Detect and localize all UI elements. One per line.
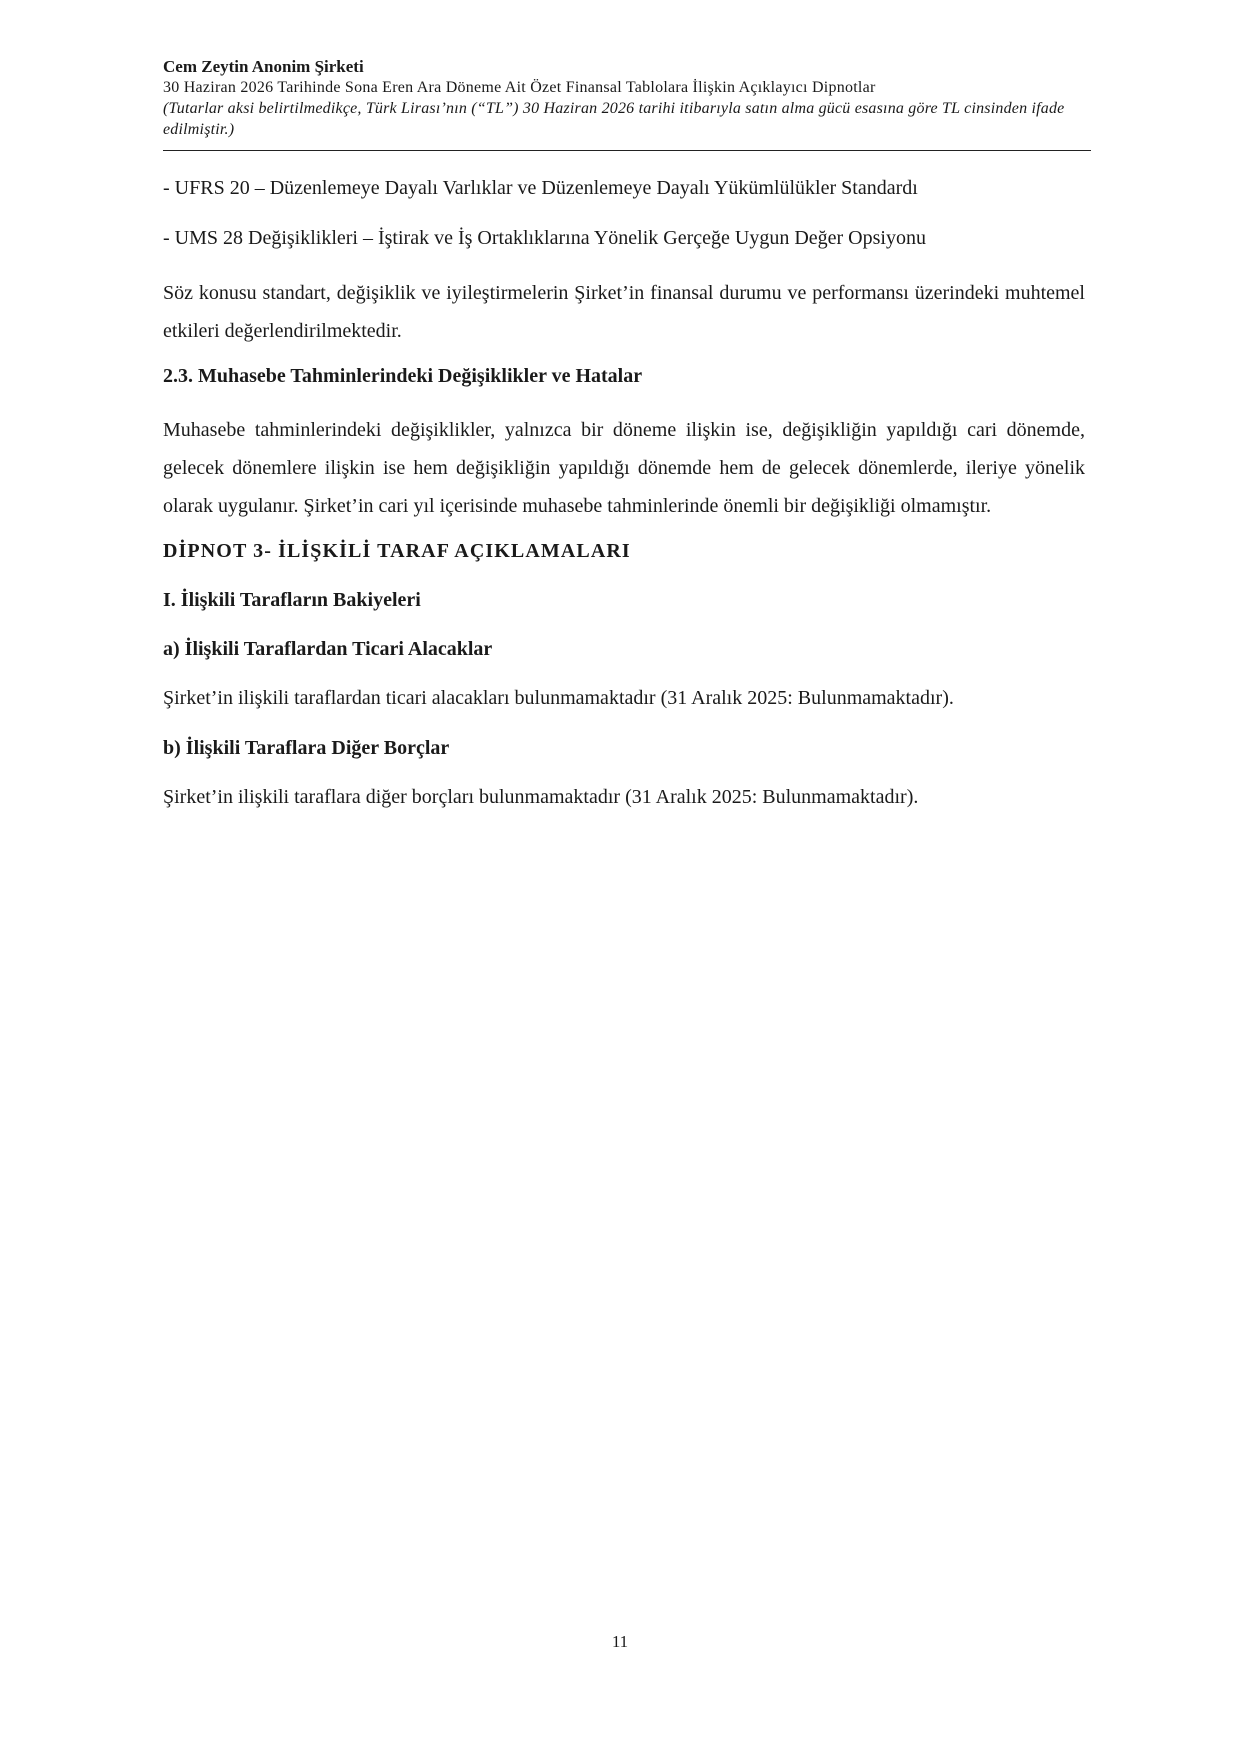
footnote-3-heading: DİPNOT 3- İLİŞKİLİ TARAF AÇIKLAMALARI <box>163 540 631 562</box>
page-body <box>163 174 1085 833</box>
currency-note: (Tutarlar aksi belirtilmedikçe, Türk Lirası’nın (“TL”) 30 Haziran 2026 tarihi itibarıyla satın alma gücü esasına göre TL cinsinden ifade edilmiştir.) <box>163 100 1065 138</box>
trade-receivables-text: Şirket’in ilişkili taraflardan ticari alacakları bulunmamaktadır (31 Aralık 2025: Bulunmamaktadır). <box>163 687 954 709</box>
standard-item-ums-28: - UMS 28 Değişiklikleri – İştirak ve İş Ortaklıklarına Yönelik Gerçeğe Uygun Değer Opsiyonu <box>163 227 926 249</box>
standard-item-ufrs-20: - UFRS 20 – Düzenlemeye Dayalı Varlıklar ve Düzenlemeye Dayalı Yükümlülükler Standardı <box>163 177 918 199</box>
standards-impact-paragraph: Söz konusu standart, değişiklik ve iyileştirmelerin Şirket’in finansal durumu ve performansı üzerindeki muhtemel etkileri değerlendirilmektedir. <box>163 282 1085 342</box>
other-payables-text: Şirket’in ilişkili taraflara diğer borçları bulunmamaktadır (31 Aralık 2025: Bulunmamaktadır). <box>163 786 919 808</box>
header-divider <box>163 150 1091 151</box>
other-payables-heading: b) İlişkili Taraflara Diğer Borçlar <box>163 737 450 759</box>
related-party-balances-heading: I. İlişkili Tarafların Bakiyeleri <box>163 589 421 611</box>
company-name: Cem Zeytin Anonim Şirketi <box>163 57 364 76</box>
trade-receivables-heading: a) İlişkili Taraflardan Ticari Alacaklar <box>163 638 493 660</box>
page-header <box>163 56 1091 140</box>
accounting-estimates-paragraph: Muhasebe tahminlerindeki değişiklikler, yalnızca bir döneme ilişkin ise, değişikliğin yapıldığı cari dönemde, gelecek dönemlere ilişkin ise hem değişikliğin yapıldığı dönemde hem de gelecek dönemlerde, ileriye yönelik olarak uygulanır. Şirket’in cari yıl içerisinde muhasebe tahminlerinde önemli bir değişikliği olmamıştır. <box>163 419 1085 517</box>
section-heading-2-3: 2.3. Muhasebe Tahminlerindeki Değişiklikler ve Hatalar <box>163 365 643 387</box>
page-number: 11 <box>611 1632 629 1651</box>
report-subtitle: 30 Haziran 2026 Tarihinde Sona Eren Ara Döneme Ait Özet Finansal Tablolara İlişkin Açıklayıcı Dipnotlar <box>163 79 876 96</box>
